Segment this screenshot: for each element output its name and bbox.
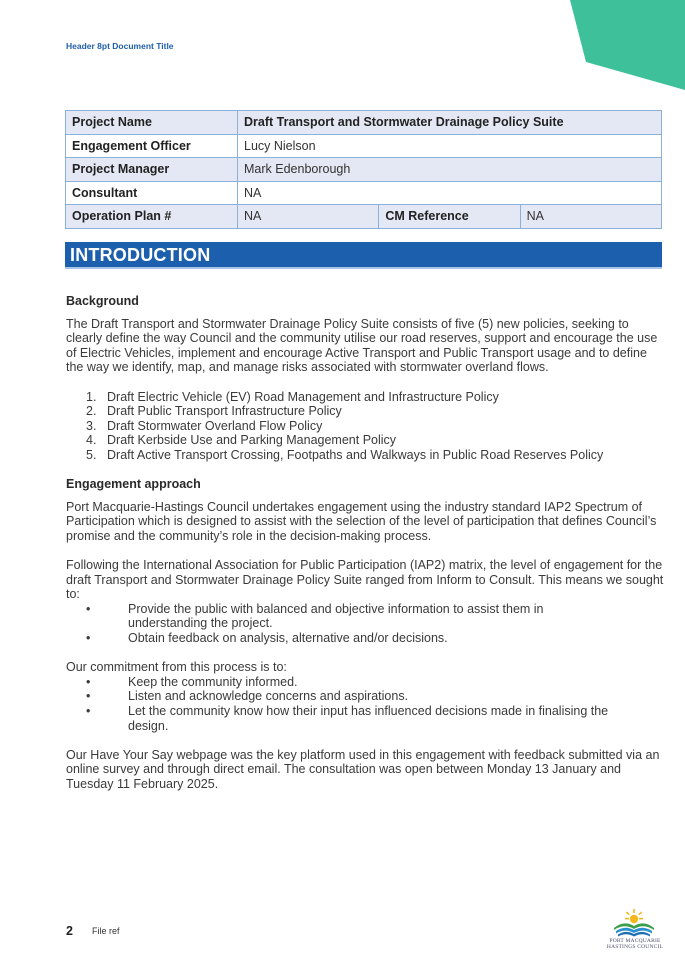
- list-item: [86, 433, 666, 448]
- commitment-bullet-list: [86, 675, 666, 733]
- consultant-value: NA: [238, 181, 662, 205]
- list-item-text: Obtain feedback on analysis, alternative and/or decisions.: [128, 631, 448, 646]
- operation-plan-label: Operation Plan #: [66, 205, 238, 229]
- bullet-glyph: •: [86, 631, 91, 646]
- list-item-text: Draft Stormwater Overland Flow Policy: [107, 418, 323, 433]
- list-item-text: Let the community know how their input has influenced decisions made in finalising the design.: [128, 704, 609, 733]
- file-ref: File ref: [92, 926, 120, 936]
- list-item: [86, 631, 666, 646]
- introduction-heading: INTRODUCTION: [70, 245, 211, 265]
- list-number: 1.: [86, 389, 97, 404]
- project-manager-label: Project Manager: [66, 158, 238, 182]
- background-heading: Background: [66, 294, 139, 308]
- council-logo-text: [604, 938, 666, 950]
- bullet-glyph: •: [86, 704, 91, 719]
- list-item: [86, 404, 666, 419]
- list-item-text: Draft Kerbside Use and Parking Management Policy: [107, 433, 397, 448]
- list-item: [86, 689, 666, 704]
- table-row: [66, 181, 662, 205]
- list-item-text: Provide the public with balanced and objective information to assist them in understanding the project.: [128, 601, 544, 631]
- header-document-title: Header 8pt Document Title: [66, 41, 174, 51]
- list-item-text: Listen and acknowledge concerns and aspirations.: [128, 689, 409, 704]
- bullet-glyph: •: [86, 689, 91, 704]
- background-paragraph: The Draft Transport and Stormwater Drainage Policy Suite consists of five (5) new policies, seeking to clearly define the way Council and the community utilise our road reserves, support and encourage the use of Electric Vehicles, implement and encourage Active Transport and Public Transport usage and to define the way we identify, map, and manage risks associated with stormwater overland flows.: [66, 316, 658, 375]
- closing-paragraph: Our Have Your Say webpage was the key platform used in this engagement with feedback submitted via an online survey and through direct email. The consultation was open between Monday 13 January and Tuesday 11 February 2025.: [66, 747, 660, 791]
- approach-paragraph-2: Following the International Association for Public Participation (IAP2) matrix, the level of engagement for the draft Transport and Stormwater Drainage Policy Suite ranged from Inform to Consult. This means we sought to:: [66, 558, 664, 602]
- list-number: 5.: [86, 447, 97, 462]
- list-item: [86, 675, 666, 690]
- list-item-text: Draft Electric Vehicle (EV) Road Management and Infrastructure Policy: [107, 389, 499, 404]
- list-item: [86, 448, 666, 463]
- list-item-text: Draft Public Transport Infrastructure Policy: [107, 404, 342, 419]
- engagement-approach-heading: Engagement approach: [66, 477, 201, 492]
- project-info-table: [65, 110, 662, 229]
- list-number: 4.: [86, 433, 97, 448]
- commitment-intro: Our commitment from this process is to:: [66, 660, 287, 675]
- engagement-officer-label: Engagement Officer: [66, 134, 238, 158]
- policy-list: [86, 390, 666, 463]
- list-item: [86, 704, 666, 733]
- sought-bullet-list: [86, 602, 666, 646]
- list-item: [86, 602, 666, 631]
- introduction-heading-banner: [65, 242, 662, 269]
- consultant-label: Consultant: [66, 181, 238, 205]
- project-name-label: Project Name: [66, 111, 238, 135]
- table-row: [66, 205, 662, 229]
- engagement-officer-value: Lucy Nielson: [238, 134, 662, 158]
- approach-paragraph-1: Port Macquarie-Hastings Council undertakes engagement using the industry standard IAP2 Spectrum of Participation which is designed to assist with the selection of the level of participation that defines Council’s promise and the community’s role in the decision-making process.: [66, 499, 657, 543]
- project-name-value: Draft Transport and Stormwater Drainage Policy Suite: [238, 111, 662, 135]
- bullet-glyph: •: [86, 674, 91, 689]
- introduction-body: [66, 294, 666, 792]
- logo-line-1: PORT MACQUARIE: [609, 938, 661, 944]
- list-number: 2.: [86, 404, 97, 419]
- corner-accent-shape: [570, 0, 685, 90]
- cm-reference-label: CM Reference: [379, 205, 520, 229]
- list-item-text: Keep the community informed.: [128, 674, 298, 689]
- list-number: 3.: [86, 418, 97, 433]
- operation-plan-value: NA: [238, 205, 379, 229]
- list-item: [86, 419, 666, 434]
- table-row: [66, 134, 662, 158]
- cm-reference-value: NA: [520, 205, 661, 229]
- page-number: 2: [66, 924, 73, 938]
- bullet-glyph: •: [86, 601, 91, 616]
- table-row: [66, 158, 662, 182]
- project-manager-value: Mark Edenborough: [238, 158, 662, 182]
- list-item-text: Draft Active Transport Crossing, Footpaths and Walkways in Public Road Reserves Policy: [107, 447, 604, 462]
- logo-line-2: HASTINGS COUNCIL: [606, 944, 664, 950]
- list-item: [86, 390, 666, 405]
- table-row: [66, 111, 662, 135]
